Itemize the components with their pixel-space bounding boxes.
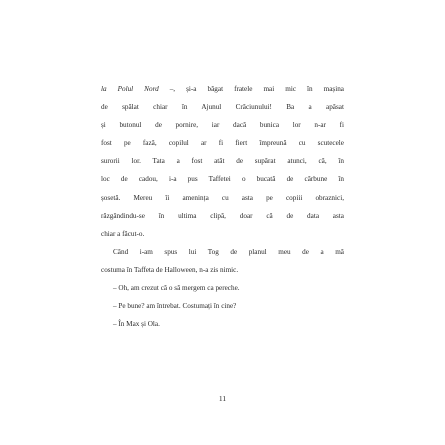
text-line-13: – Pe bune? am întrebat. Costumați în cine?: [113, 302, 237, 311]
text-line-5: surorii lor. Tata a fost atât de supărat atunci, că, în: [101, 157, 344, 166]
italic-phrase: la Polul Nord: [101, 85, 159, 93]
text-line-6: loc de cadou, i-a pus Taffetei o bucată de cărbune în: [101, 175, 344, 184]
text-line-4: fost pe fază, copilul ar fi fiert împreună cu scutecele: [101, 139, 344, 148]
body-text: [101, 80, 344, 333]
text-line-9: chiar a făcut-o.: [101, 229, 145, 238]
text-line-8: răzgândindu-se în ultima clipă, doar că de data asta: [101, 211, 344, 220]
text-line-1: [101, 80, 344, 98]
text-line-10: Când i-am spus lui Tog de planul meu de a mă: [113, 247, 344, 256]
text-line-11: costuma în Taffeta de Halloween, n-a zis nimic.: [101, 265, 239, 274]
page-number: 11: [218, 394, 227, 403]
text-line-12: – Oh, am crezut că o să mergem ca pereche.: [113, 284, 240, 293]
text-line-7: șosetă. Mereu îi amenința cu asta pe copiii obraznici,: [101, 193, 344, 202]
text-line-1-rest: –, și-a băgat fratele mai mic în mașina: [158, 85, 344, 93]
text-line-3: și butonul de pornire, iar dacă bunica lor n-ar fi: [101, 121, 344, 130]
text-line-14: – În Max și Ola.: [113, 320, 160, 329]
text-line-2: de spălat chiar în Ajunul Crăciunului! Ba a apăsat: [101, 103, 344, 112]
